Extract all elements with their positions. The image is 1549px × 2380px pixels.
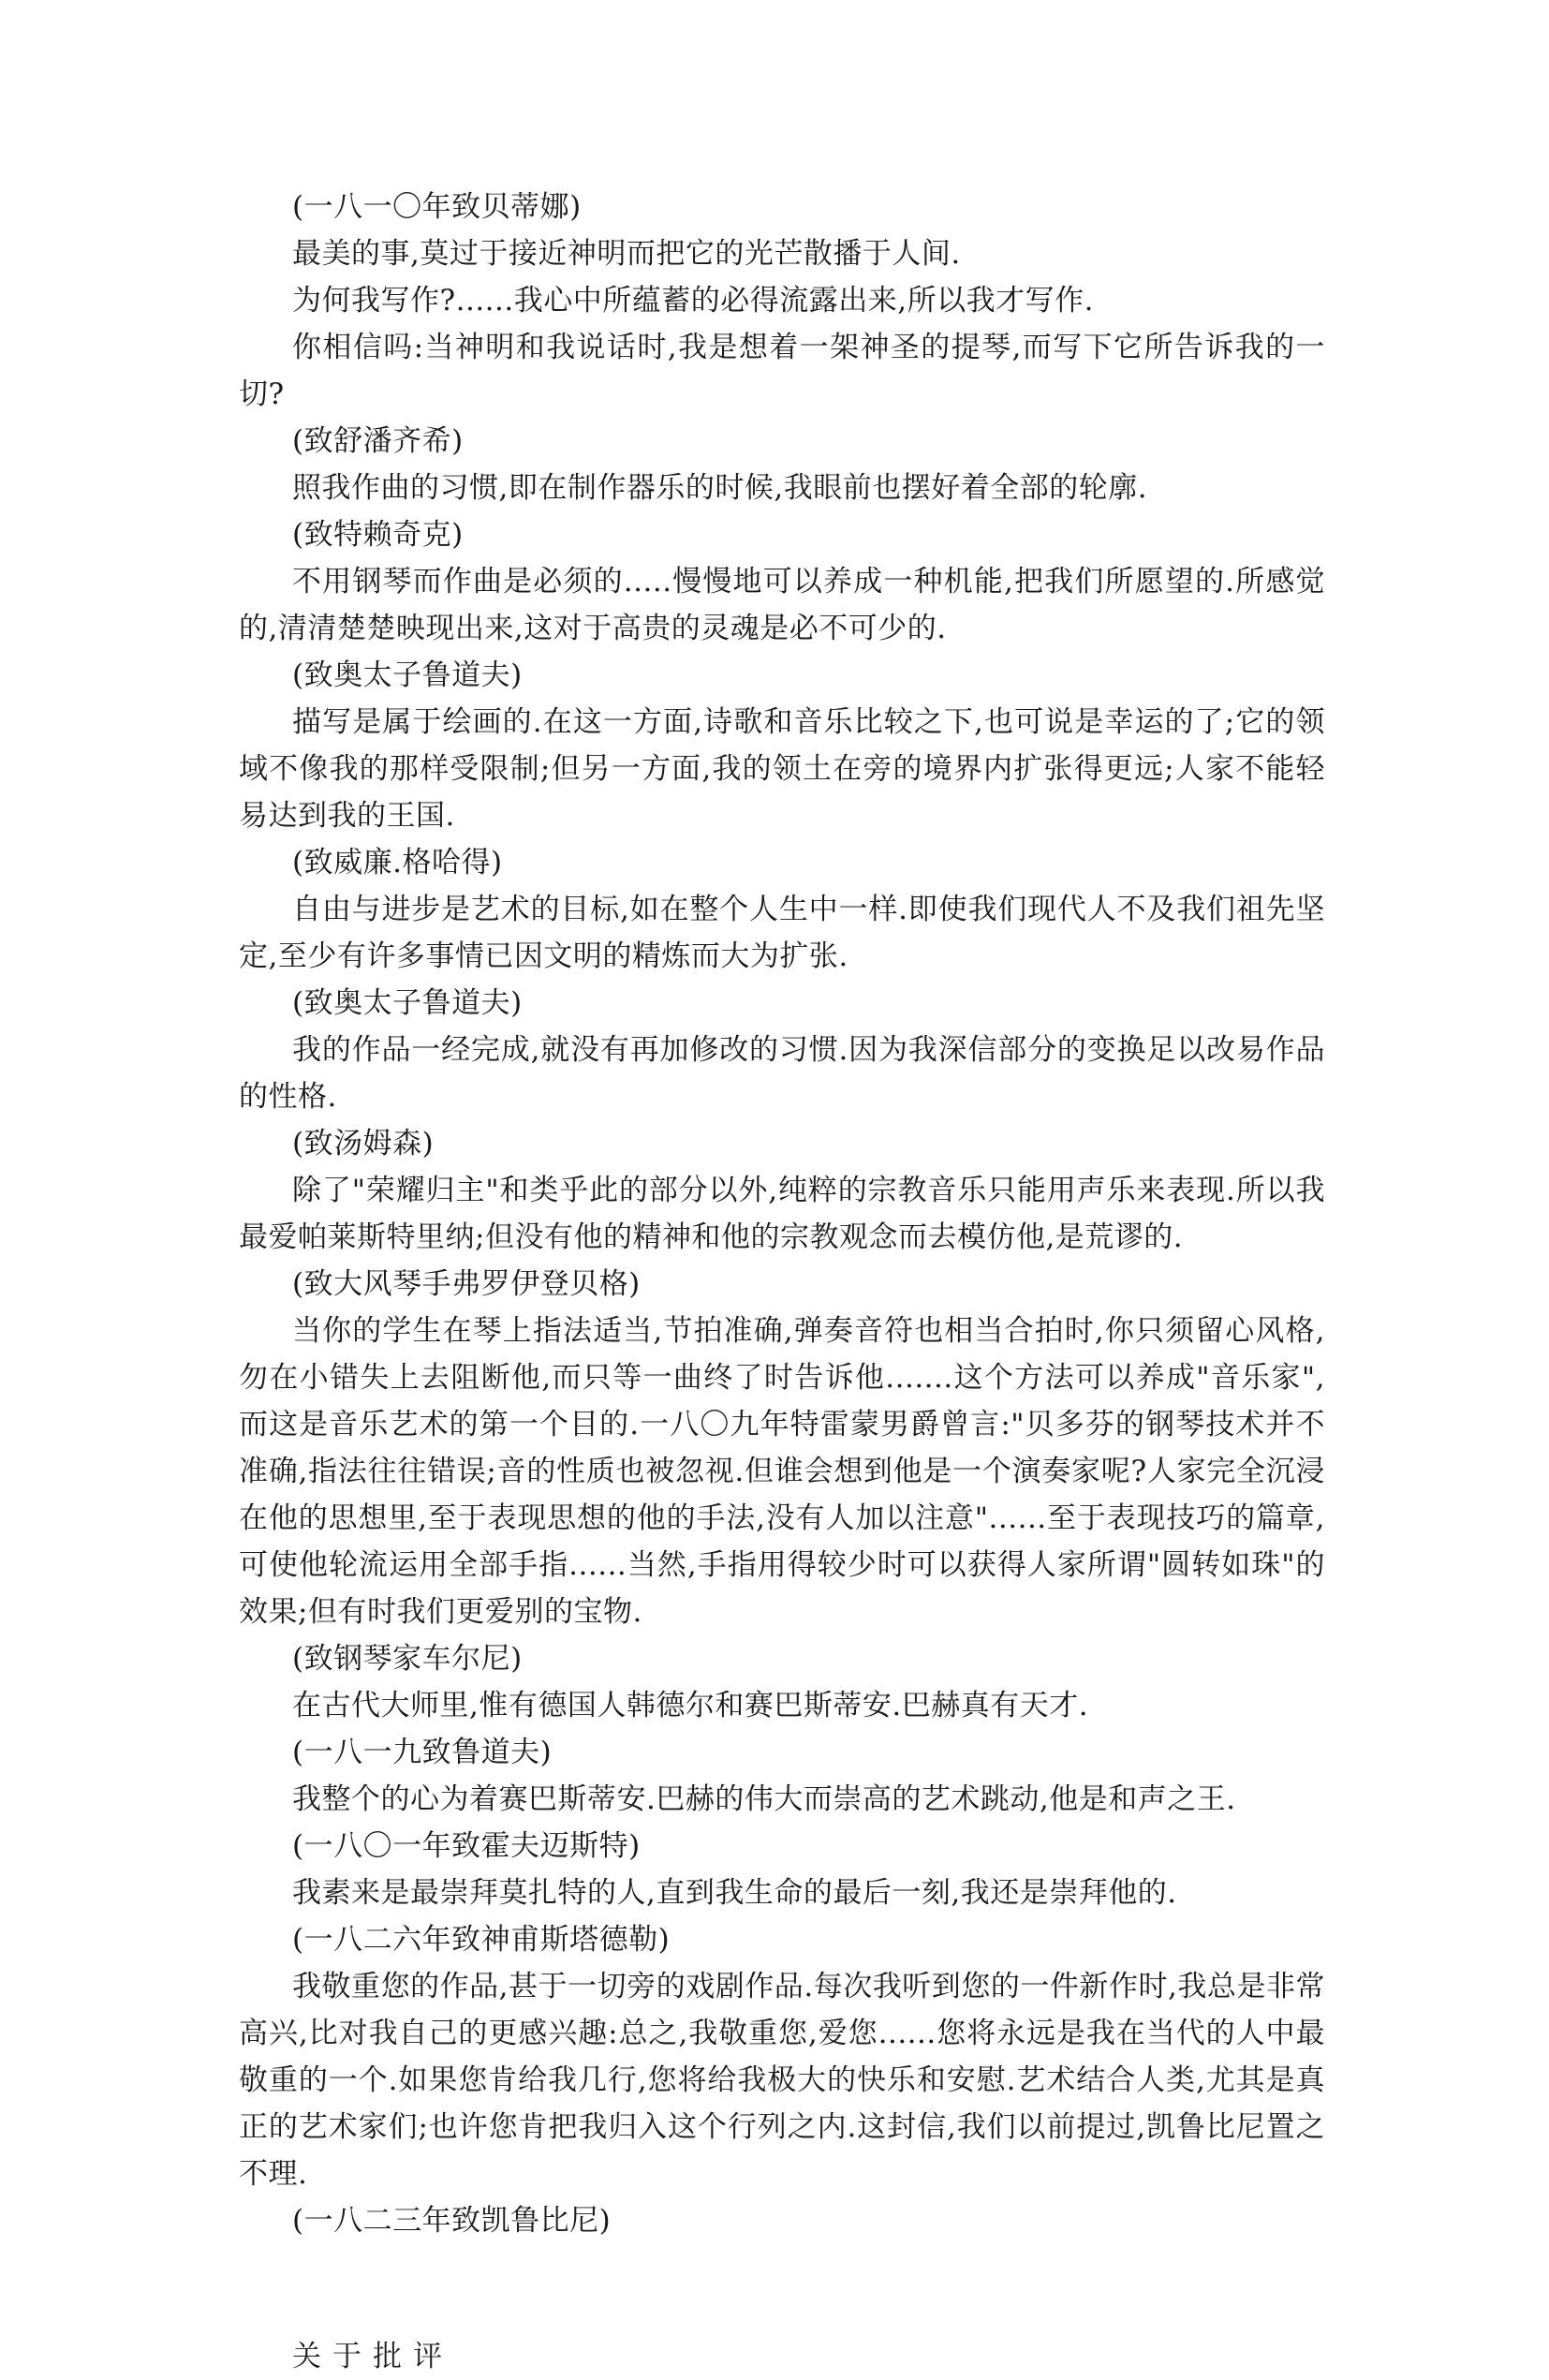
quote-paragraph: 描写是属于绘画的.在这一方面,诗歌和音乐比较之下,也可说是幸运的了;它的领域不像我的那样受限制;但另一方面,我的领土在旁的境界内扩张得更远;人家不能轻易达到我的王国. xyxy=(239,705,1325,833)
attribution: (致奥太子鲁道夫) xyxy=(292,658,523,692)
quote-paragraph: 最美的事,莫过于接近神明而把它的光芒散播于人间. xyxy=(292,237,961,271)
page-body xyxy=(239,184,1325,2380)
quote-paragraph: 你相信吗:当神明和我说话时,我是想着一架神圣的提琴,而写下它所告诉我的一切? xyxy=(239,331,1325,411)
quote-paragraph: 除了"荣耀归主"和类乎此的部分以外,纯粹的宗教音乐只能用声乐来表现.所以我最爱帕莱斯特里纳;但没有他的精神和他的宗教观念而去模仿他,是荒谬的. xyxy=(239,1174,1325,1254)
quote-paragraph: 我整个的心为着赛巴斯蒂安.巴赫的伟大而崇高的艺术跳动,他是和声之王. xyxy=(292,1782,1236,1816)
section-heading: 关于批评 xyxy=(292,2340,453,2373)
attribution: (致奥太子鲁道夫) xyxy=(292,986,523,1020)
attribution: (致钢琴家车尔尼) xyxy=(292,1642,523,1676)
quote-paragraph: 我素来是最崇拜莫扎特的人,直到我生命的最后一刻,我还是崇拜他的. xyxy=(292,1876,1177,1910)
attribution: (致舒潘齐希) xyxy=(292,424,464,458)
attribution: (一八一九致鲁道夫) xyxy=(292,1736,553,1769)
quote-paragraph: 不用钢琴而作曲是必须的.....慢慢地可以养成一种机能,把我们所愿望的.所感觉的,清清楚楚映现出来,这对于高贵的灵魂是必不可少的. xyxy=(239,565,1325,645)
quote-paragraph: 为何我写作?......我心中所蕴蓄的必得流露出来,所以我才写作. xyxy=(292,284,1094,318)
attribution: (一八一〇年致贝蒂娜) xyxy=(292,190,582,224)
quote-paragraph: 照我作曲的习惯,即在制作器乐的时候,我眼前也摆好着全部的轮廓. xyxy=(292,471,1148,505)
quote-paragraph: 在古代大师里,惟有德国人韩德尔和赛巴斯蒂安.巴赫真有天才. xyxy=(292,1689,1089,1722)
attribution: (一八二六年致神甫斯塔德勒) xyxy=(292,1923,671,1957)
quote-paragraph: 我的作品一经完成,就没有再加修改的习惯.因为我深信部分的变换足以改易作品的性格. xyxy=(239,1033,1325,1114)
attribution: (致特赖奇克) xyxy=(292,518,464,552)
quote-paragraph: 自由与进步是艺术的目标,如在整个人生中一样.即使我们现代人不及我们祖先坚定,至少有许多事情已因文明的精炼而大为扩张. xyxy=(239,893,1325,973)
attribution: (一八〇一年致霍夫迈斯特) xyxy=(292,1829,641,1863)
attribution: (致威廉.格哈得) xyxy=(292,846,503,880)
attribution: (致大风琴手弗罗伊登贝格) xyxy=(292,1267,641,1301)
quote-paragraph: 我敬重您的作品,甚于一切旁的戏剧作品.每次我听到您的一件新作时,我总是非常高兴,比对我自己的更感兴趣:总之,我敬重您,爱您......您将永远是我在当代的人中最敬重的一个.如果您肯给我几行,您将给我极大的快乐和安慰.艺术结合人类,尤其是真正的艺术家们;也许您肯把我归入这个行列之内.这封信,我们以前提过,凯鲁比尼置之不理. xyxy=(239,1970,1325,2191)
attribution: (一八二三年致凯鲁比尼) xyxy=(292,2204,612,2238)
attribution: (致汤姆森) xyxy=(292,1127,435,1160)
quote-paragraph: 当你的学生在琴上指法适当,节拍准确,弹奏音符也相当合拍时,你只须留心风格,勿在小错失上去阻断他,而只等一曲终了时告诉他.......这个方法可以养成"音乐家",而这是音乐艺术的第一个目的.一八〇九年特雷蒙男爵曾言:"贝多芬的钢琴技术并不准确,指法往往错误;音的性质也被忽视.但谁会想到他是一个演奏家呢?人家完全沉浸在他的思想里,至于表现思想的他的手法,没有人加以注意"......至于表现技巧的篇章,可使他轮流运用全部手指......当然,手指用得较少时可以获得人家所谓"圆转如珠"的效果;但有时我们更爱别的宝物. xyxy=(239,1314,1325,1629)
